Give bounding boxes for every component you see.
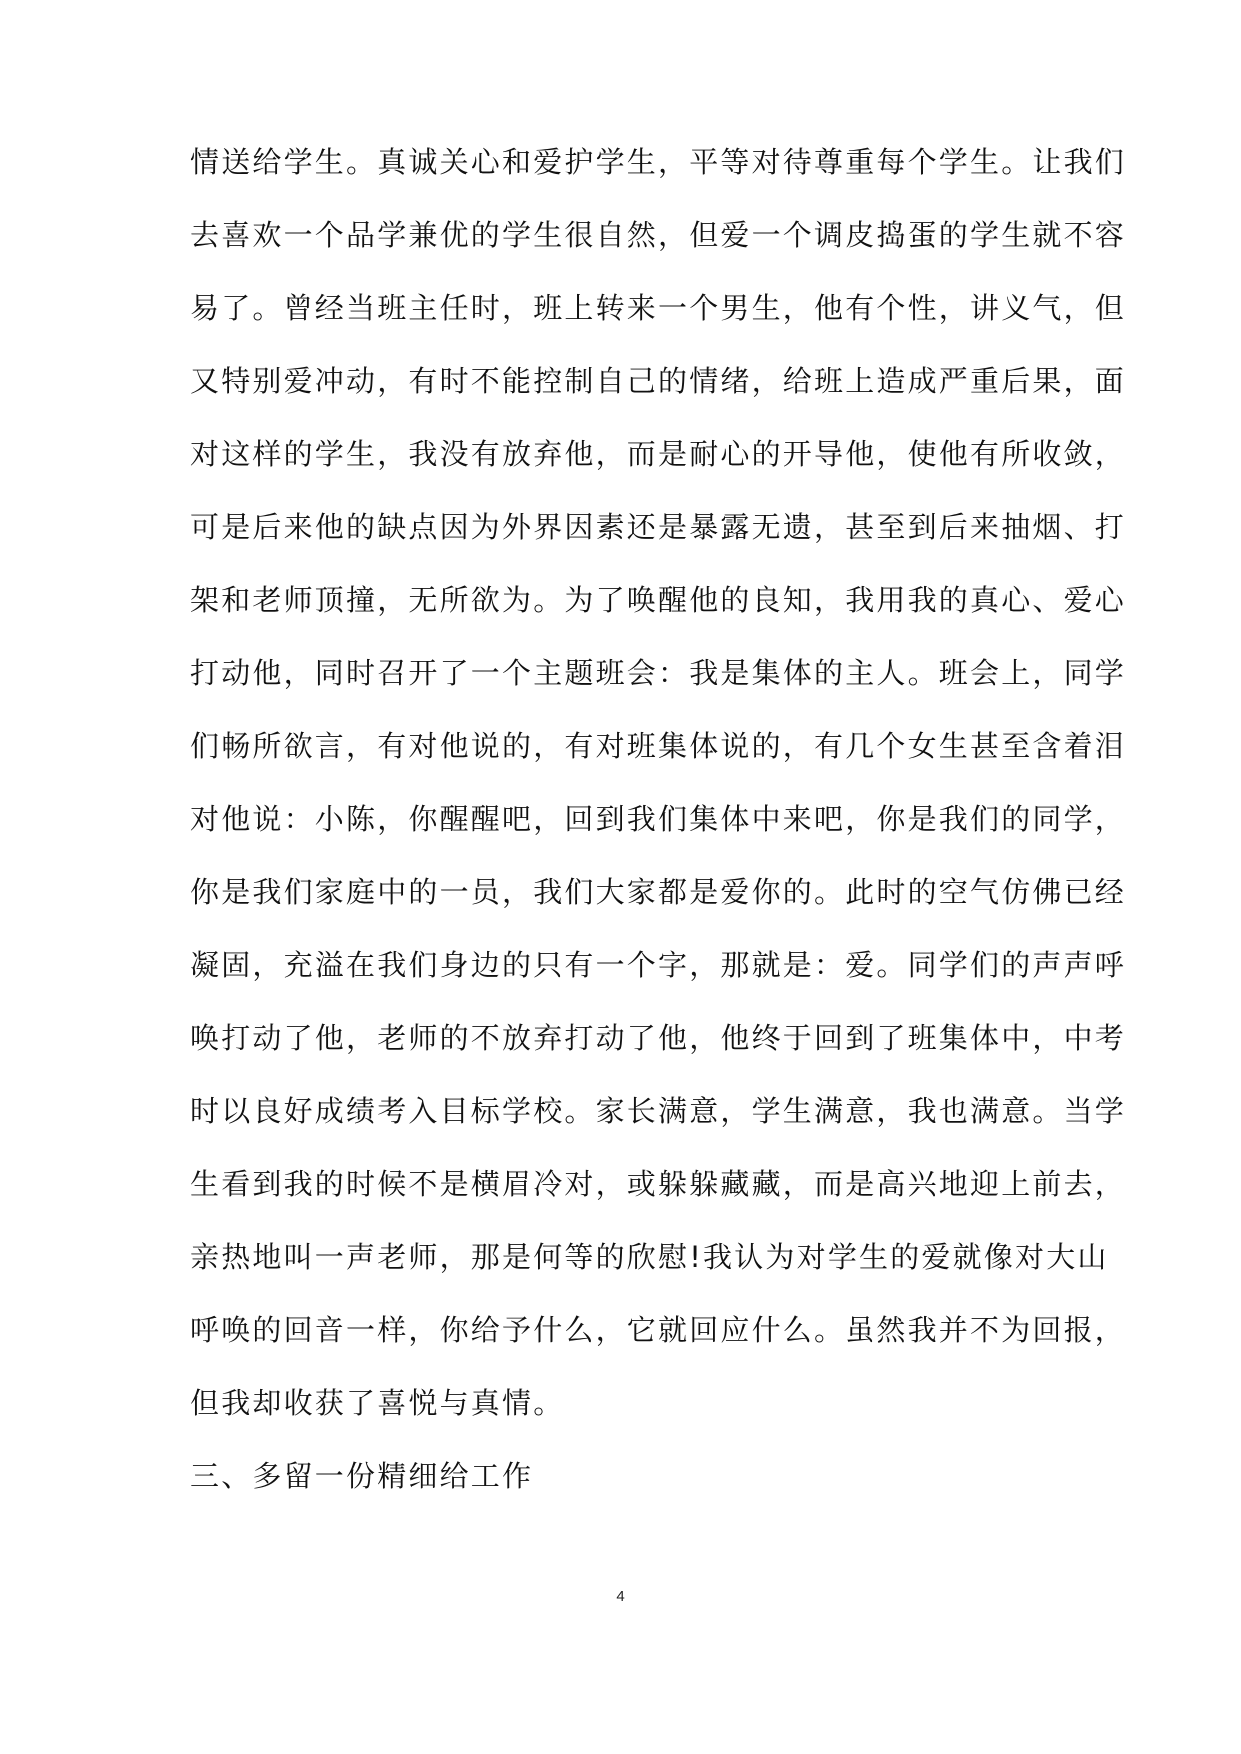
body-text-line: 架和老师顶撞，无所欲为。为了唤醒他的良知，我用我的真心、爱心 [190, 583, 1127, 617]
body-text-line: 你是我们家庭中的一员，我们大家都是爱你的。此时的空气仿佛已经 [190, 875, 1127, 909]
body-text-line: 时以良好成绩考入目标学校。家长满意，学生满意，我也满意。当学 [190, 1094, 1127, 1128]
body-text-line: 亲热地叫一声老师，那是何等的欣慰!我认为对学生的爱就像对大山 [190, 1240, 1109, 1274]
body-text-line: 生看到我的时候不是横眉冷对，或躲躲藏藏，而是高兴地迎上前去， [190, 1167, 1127, 1201]
section-heading: 三、多留一份精细给工作 [190, 1459, 534, 1493]
body-text-line: 凝固，充溢在我们身边的只有一个字，那就是：爱。同学们的声声呼 [190, 948, 1127, 982]
body-text-line: 去喜欢一个品学兼优的学生很自然，但爱一个调皮捣蛋的学生就不容 [190, 218, 1127, 252]
body-text-line: 对这样的学生，我没有放弃他，而是耐心的开导他，使他有所收敛， [190, 437, 1127, 471]
body-text-line: 情送给学生。真诚关心和爱护学生，平等对待尊重每个学生。让我们 [190, 145, 1127, 179]
body-text-line: 易了。曾经当班主任时，班上转来一个男生，他有个性，讲义气，但 [190, 291, 1127, 325]
body-text-line: 又特别爱冲动，有时不能控制自己的情绪，给班上造成严重后果，面 [190, 364, 1127, 398]
body-text-line: 们畅所欲言，有对他说的，有对班集体说的，有几个女生甚至含着泪 [190, 729, 1127, 763]
body-text-line: 呼唤的回音一样，你给予什么，它就回应什么。虽然我并不为回报， [190, 1313, 1127, 1347]
body-text-line: 打动他，同时召开了一个主题班会：我是集体的主人。班会上，同学 [190, 656, 1127, 690]
body-text-line: 但我却收获了喜悦与真情。 [190, 1386, 565, 1420]
body-text-line: 唤打动了他，老师的不放弃打动了他，他终于回到了班集体中，中考 [190, 1021, 1127, 1055]
body-text-line: 对他说：小陈，你醒醒吧，回到我们集体中来吧，你是我们的同学， [190, 802, 1127, 836]
page-number: 4 [616, 1588, 625, 1605]
body-text-line: 可是后来他的缺点因为外界因素还是暴露无遗，甚至到后来抽烟、打 [190, 510, 1127, 544]
